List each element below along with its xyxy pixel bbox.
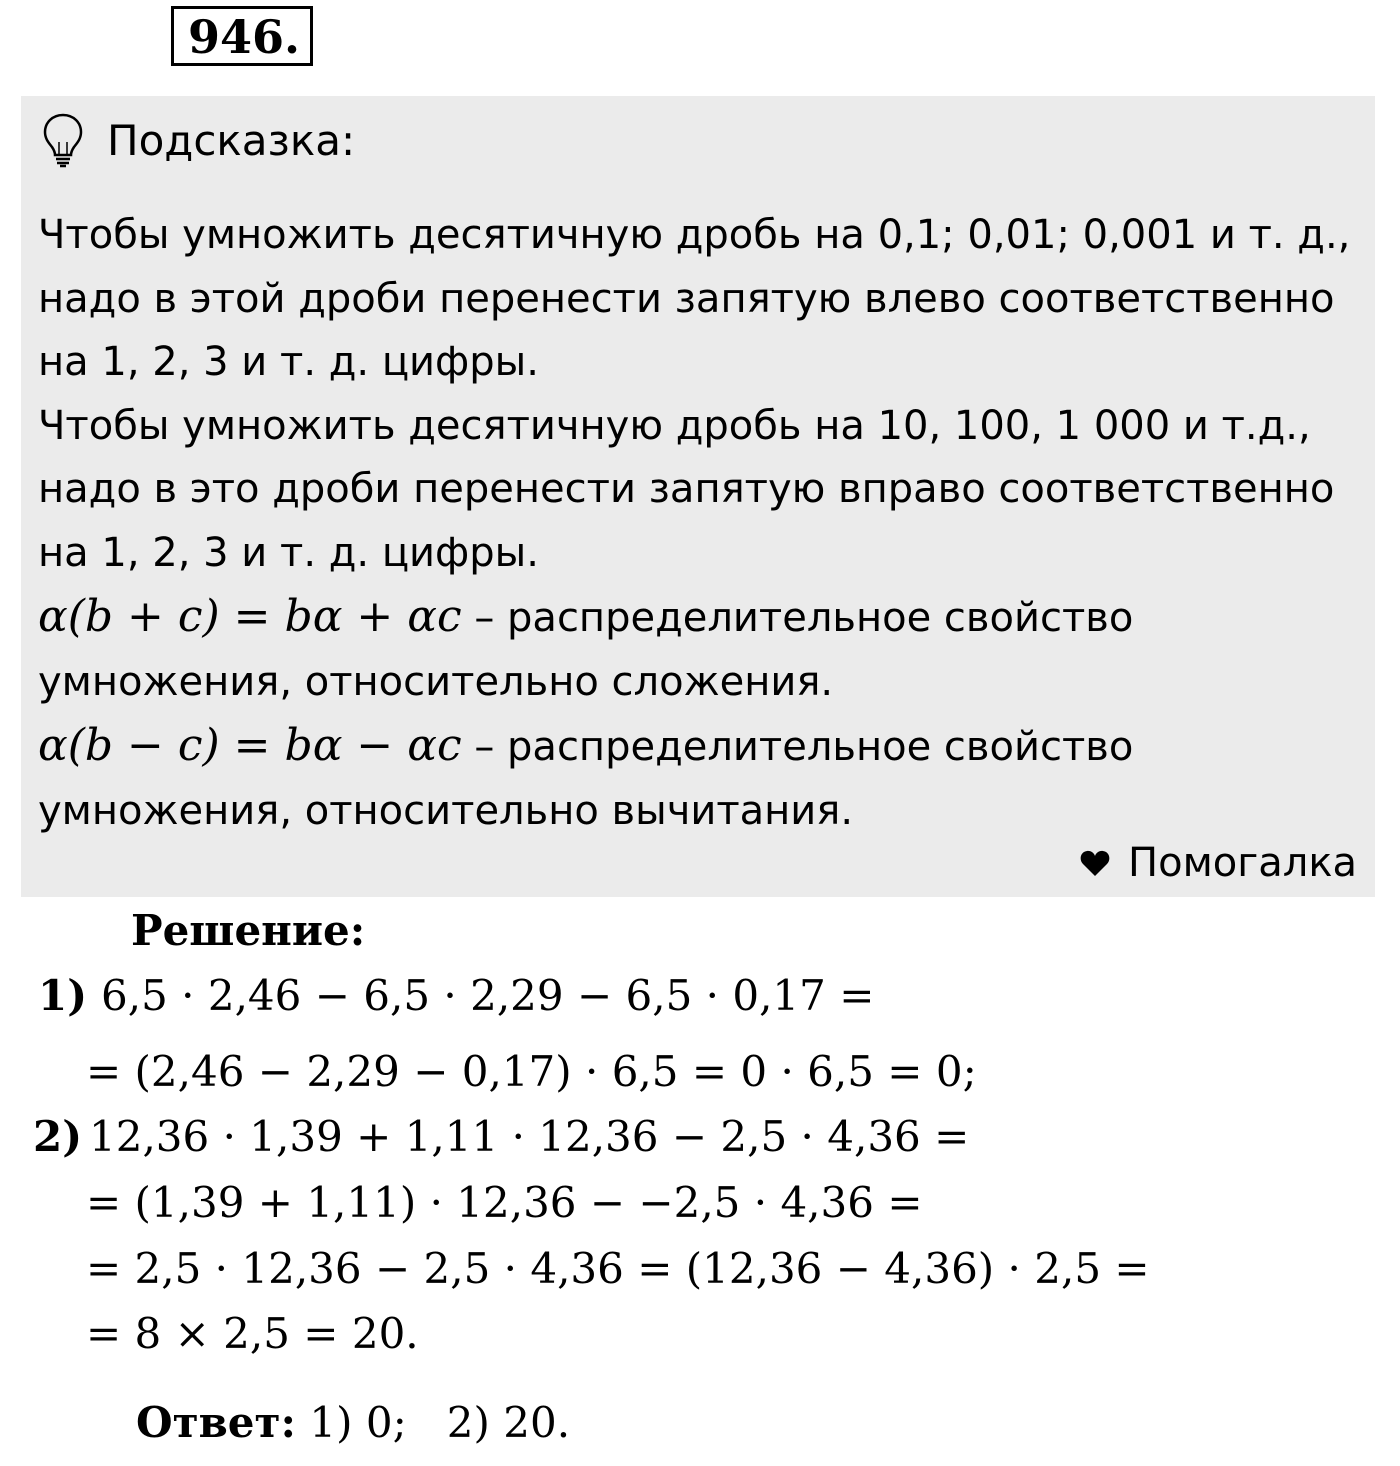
part-2-label: 2)	[33, 1112, 83, 1161]
hint-title: Подсказка:	[107, 115, 356, 165]
problem-number: 946.	[171, 6, 313, 66]
property-2-formula: α(b − c) = bα − αc	[38, 720, 462, 771]
part-1-line-2: = (2,46 − 2,29 − 0,17) · 6,5 = 0 · 6,5 = 0;	[86, 1047, 977, 1096]
hint-body	[38, 204, 1368, 843]
property-2-text: – распределительное свойство умножения, относительно вычитания.	[38, 724, 1134, 834]
signature	[1080, 840, 1357, 886]
part-1-line-1: 6,5 · 2,46 − 6,5 · 2,29 − 6,5 · 0,17 =	[101, 971, 875, 1020]
hint-rule-1: Чтобы умножить десятичную дробь на 0,1; 0,01; 0,001 и т. д., надо в этой дроби перенести запятую влево соответственно на 1, 2, 3 и т. д. цифры.	[38, 212, 1351, 385]
part-2-line-2: = (1,39 + 1,11) · 12,36 − −2,5 · 4,36 =	[86, 1178, 923, 1227]
part-2-line-3: = 2,5 · 12,36 − 2,5 · 4,36 = (12,36 − 4,36) · 2,5 =	[86, 1244, 1150, 1293]
heart-icon	[1080, 849, 1110, 877]
part-2-line-1: 12,36 · 1,39 + 1,11 · 12,36 − 2,5 · 4,36 =	[89, 1112, 970, 1161]
hint-box	[21, 96, 1375, 897]
hint-rule-2: Чтобы умножить десятичную дробь на 10, 100, 1 000 и т.д., надо в это дроби перенести запятую вправо соответственно на 1, 2, 3 и т. д. цифры.	[38, 402, 1335, 576]
part-1-label: 1)	[38, 971, 88, 1020]
solution-title: Решение:	[131, 906, 366, 955]
hint-property-1	[38, 585, 1368, 714]
property-1-formula: α(b + c) = bα + αc	[38, 591, 462, 642]
signature-text: Помогалка	[1128, 840, 1357, 886]
answer	[136, 1394, 570, 1452]
property-1-text: – распределительное свойство умножения, относительно сложения.	[38, 595, 1134, 705]
hint-header	[41, 110, 355, 170]
answer-label: Ответ:	[136, 1398, 297, 1447]
answer-value: 1) 0; 2) 20.	[309, 1398, 571, 1447]
part-2-line-4: = 8 × 2,5 = 20.	[86, 1309, 419, 1358]
hint-property-2	[38, 714, 1368, 843]
lightbulb-icon	[41, 112, 85, 168]
